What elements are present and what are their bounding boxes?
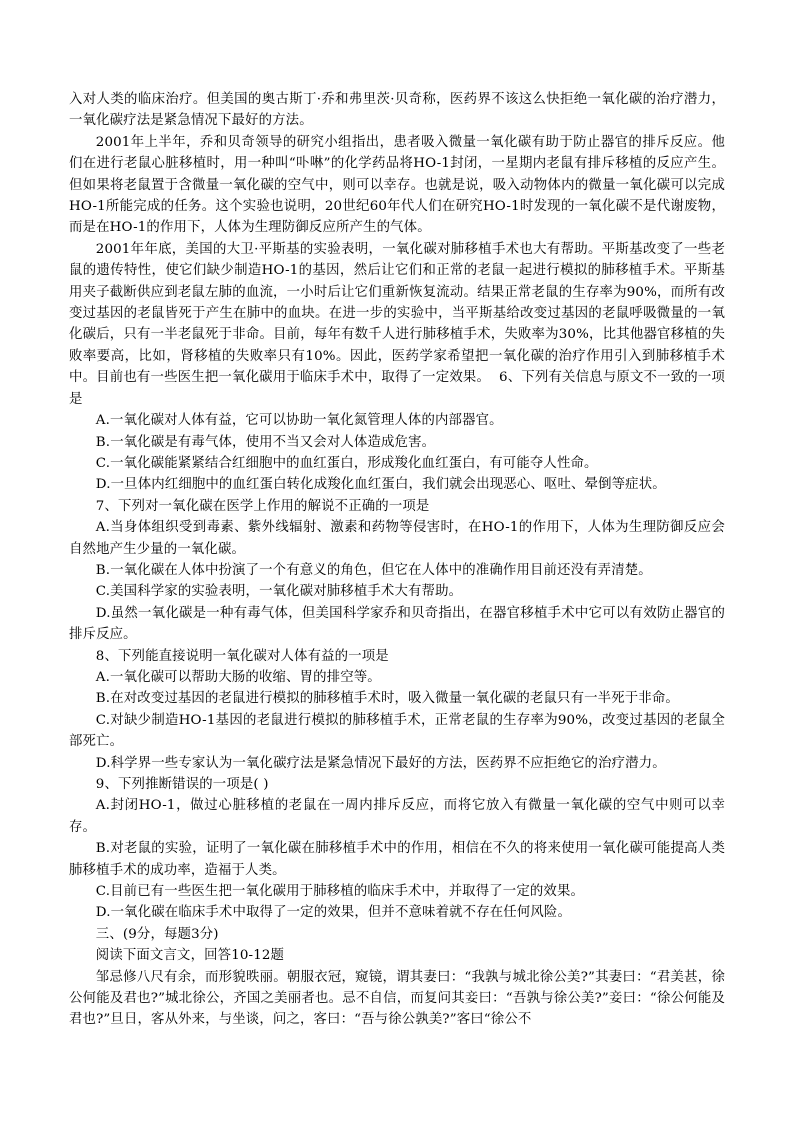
question-9-stem: 9、下列推断错误的一项是( ) [95,777,269,792]
question-6-option-d: D.一旦体内红细胞中的血红蛋白转化成羧化血红蛋白，我们就会出现恶心、呕吐、晕倒等症状。 [95,477,666,493]
passage-paragraph-pinsky-text: 2001年年底，美国的大卫·平斯基的实验表明，一氧化碳对肺移植手术也大有帮助。平斯基改变了一些老鼠的遗传特性，使它们缺少制造HO-1的基因，然后让它们和正常的老鼠一起进行模拟的肺移植手术。平斯基用夹子截断供应到老鼠左肺的血流，一小时后让它们重新恢复流动。结果正常老鼠的生存率为90%，而所有改变过基因的老鼠皆死于产生在肺中的血块。在进一步的实验中，当平斯基给改变过基因的老鼠呼吸微量的一氧化碳后，只有一半老鼠死于非命。目前，每年有数千人进行肺移植手术，失败率为30%，比其他器官移植的失败率要高，比如，肾移植的失败率只有10%。因此，医药学家希望把一氧化碳的治疗作用引入到肺移植手术中。目前也有一些医生把一氧化碳用于临床手术中，取得了一定效果。 [69,241,725,386]
question-6-option-b: B.一氧化碳是有毒气体，使用不当又会对人体造成危害。 [95,434,436,450]
question-8-option-c: C.对缺少制造HO-1基因的老鼠进行模拟的肺移植手术，正常老鼠的生存率为90%，改变过基因的老鼠全部死亡。 [69,712,725,750]
question-9-option-a: A.封闭HO-1，做过心脏移植的老鼠在一周内排斥反应，而将它放入有微量一氧化碳的空气中则可以幸存。 [69,798,725,835]
question-7-option-b: B.一氧化碳在人体中扮演了一个有意义的角色，但它在人体中的准确作用目前还没有弄清楚。 [95,562,652,578]
classical-chinese-passage: 邹忌修八尺有余，而形貌昳丽。朝服衣冠，窥镜，谓其妻曰：“我孰与城北徐公美?”其妻曰：“君美甚，徐公何能及君也?”城北徐公，齐国之美丽者也。忌不自信，而复问其妾曰：“吾孰与徐公美?”妾曰：“徐公何能及君也?”旦日，客从外来，与坐谈，问之，客曰：“吾与徐公孰美?”客曰“徐公不 [69,969,725,1028]
question-8-stem: 8、下列能直接说明一氧化碳对人体有益的一项是 [95,648,389,664]
section-3-heading: 三、(9分，每题3分) [95,926,219,942]
passage-paragraph-pinsky [69,239,725,410]
question-9-option-d: D.一氧化碳在临床手术中取得了一定的效果，但并不意味着就不存在任何风险。 [95,905,571,921]
question-6-stem: 6、下列有关信息与原文不一致的一项是 [69,370,725,407]
question-7-option-d: D.虽然一氧化碳是一种有毒气体，但美国科学家乔和贝奇指出，在器官移植手术中它可以有效防止器官的排斥反应。 [69,605,725,643]
question-7-stem: 7、下列对一氧化碳在医学上作用的解说不正确的一项是 [95,498,430,514]
question-8-option-d: D.科学界一些专家认为一氧化碳疗法是紧急情况下最好的方法，医药界不应拒绝它的治疗潜力。 [95,755,666,771]
question-8-option-b: B.在对改变过基因的老鼠进行模拟的肺移植手术时，吸入微量一氧化碳的老鼠只有一半死于非命。 [95,691,679,707]
question-9-option-c: C.目前已有一些医生把一氧化碳用于肺移植的临床手术中，并取得了一定的效果。 [95,884,585,900]
section-3-instruction: 阅读下面文言文，回答10-12题 [95,948,285,964]
question-6-option-c: C.一氧化碳能紧紧结合红细胞中的血红蛋白，形成羧化血红蛋白，有可能夺人性命。 [95,455,598,471]
question-6-option-a: A.一氧化碳对人体有益，它可以协助一氧化氮管理人体的内部器官。 [95,413,503,429]
question-7-option-a: A.当身体组织受到毒素、紫外线辐射、激素和药物等侵害时，在HO-1的作用下，人体为生理防御反应会自然地产生少量的一氧化碳。 [69,520,725,557]
passage-paragraph-joe-bach: 2001年上半年，乔和贝奇领导的研究小组指出，患者吸入微量一氧化碳有助于防止器官的排斥反应。他们在进行老鼠心脏移植时，用一种叫“卟啉”的化学药品将HO-1封闭，一星期内老鼠有排斥移植的反应产生。但如果将老鼠置于含微量一氧化碳的空气中，则可以幸存。也就是说，吸入动物体内的微量一氧化碳可以完成HO-1所能完成的任务。这个实验也说明，20世纪60年代人们在研究HO-1时发现的一氧化碳不是代谢废物，而是在HO-1的作用下，人体为生理防御反应所产生的气体。 [69,134,725,236]
question-9-option-b: B.对老鼠的实验，证明了一氧化碳在肺移植手术中的作用，相信在不久的将来使用一氧化碳可能提高人类肺移植手术的成功率，造福于人类。 [69,841,725,878]
passage-paragraph-intro: 入对人类的临床治疗。但美国的奥古斯丁·乔和弗里茨·贝奇称，医药界不该这么快拒绝一氧化碳的治疗潜力，一氧化碳疗法是紧急情况下最好的方法。 [69,92,725,129]
question-7-option-c: C.美国科学家的实验表明，一氧化碳对肺移植手术大有帮助。 [95,584,463,600]
question-8-option-a: A.一氧化碳可以帮助大肠的收缩、胃的排空等。 [95,669,381,685]
document-page [69,89,725,1031]
